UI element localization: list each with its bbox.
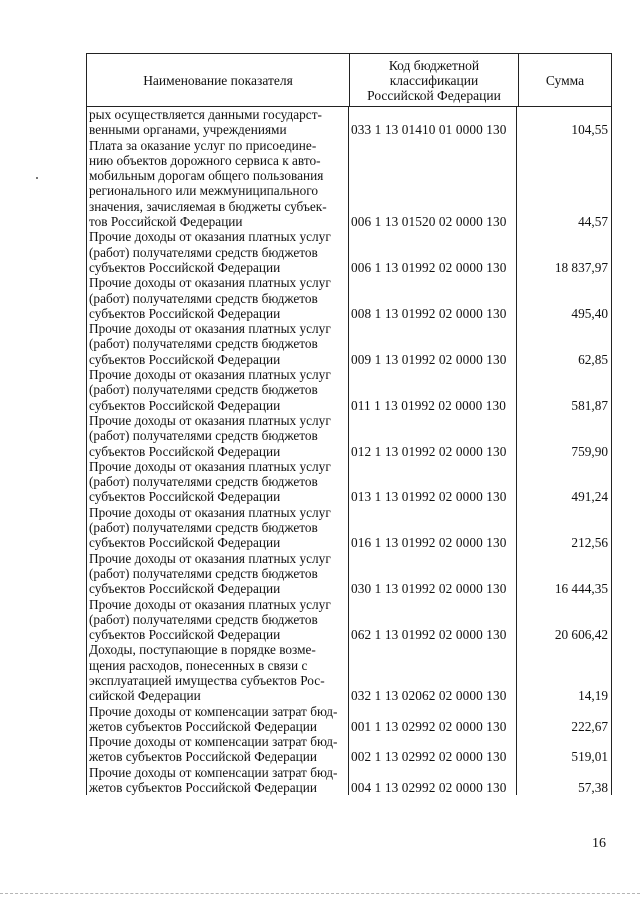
table-row	[87, 704, 611, 735]
table-row	[87, 321, 611, 367]
code-cell: 033 1 13 01410 01 0000 130	[349, 107, 517, 138]
sum-cell: 222,67	[571, 718, 608, 734]
indicator-name-cell: Прочие доходы от оказания платных услуг (работ) получателями средств бюджетов субъектов Российской Федерации	[87, 551, 349, 597]
header-sum: Сумма	[545, 72, 585, 88]
indicator-name-cell: Прочие доходы от оказания платных услуг (работ) получателями средств бюджетов субъектов Российской Федерации	[87, 459, 349, 505]
code-cell: 008 1 13 01992 02 0000 130	[349, 275, 517, 321]
indicator-name-cell: Плата за оказание услуг по присоедине- нию объектов дорожного сервиса к авто- мобильным дорогам общего пользования регионального или межмуниципального значения, зачисляемая в бюджеты субъек- тов Российской Федерации	[87, 138, 349, 230]
sum-cell: 495,40	[571, 305, 608, 321]
header-classification-code: Код бюджетной классификации Российской Федерации	[350, 54, 519, 106]
code-cell: 002 1 13 02992 02 0000 130	[349, 734, 517, 765]
table-row	[87, 367, 611, 413]
table-row	[87, 551, 611, 597]
sum-cell: 759,90	[571, 443, 608, 459]
table-row	[87, 138, 611, 230]
table-row	[87, 597, 611, 643]
indicator-name-cell: Прочие доходы от компенсации затрат бюд- жетов субъектов Российской Федерации	[87, 704, 349, 735]
sum-cell: 16 444,35	[554, 581, 608, 597]
code-cell: 011 1 13 01992 02 0000 130	[349, 367, 517, 413]
table-row	[87, 734, 611, 765]
indicator-name-cell: Прочие доходы от оказания платных услуг (работ) получателями средств бюджетов субъектов Российской Федерации	[87, 275, 349, 321]
sum-cell: 581,87	[571, 397, 608, 413]
scan-edge-line	[0, 893, 640, 894]
sum-cell: 57,38	[578, 780, 608, 796]
sum-cell: 44,57	[578, 214, 608, 230]
sum-cell: 104,55	[571, 122, 608, 138]
code-cell: 001 1 13 02992 02 0000 130	[349, 704, 517, 735]
indicator-name-cell: Прочие доходы от оказания платных услуг (работ) получателями средств бюджетов субъектов Российской Федерации	[87, 505, 349, 551]
indicator-name-cell: Прочие доходы от оказания платных услуг (работ) получателями средств бюджетов субъектов Российской Федерации	[87, 597, 349, 643]
table-row	[87, 505, 611, 551]
table-header	[87, 54, 611, 107]
indicator-name-cell: Прочие доходы от компенсации затрат бюд- жетов субъектов Российской Федерации	[87, 734, 349, 765]
page-number: 16	[592, 836, 606, 851]
sum-cell: 62,85	[578, 351, 608, 367]
indicator-name-cell: Прочие доходы от оказания платных услуг (работ) получателями средств бюджетов субъектов Российской Федерации	[87, 229, 349, 275]
table-row	[87, 459, 611, 505]
code-cell: 009 1 13 01992 02 0000 130	[349, 321, 517, 367]
indicator-name-cell: Прочие доходы от оказания платных услуг (работ) получателями средств бюджетов субъектов Российской Федерации	[87, 367, 349, 413]
indicator-name-cell: Прочие доходы от оказания платных услуг (работ) получателями средств бюджетов субъектов Российской Федерации	[87, 321, 349, 367]
code-cell: 016 1 13 01992 02 0000 130	[349, 505, 517, 551]
indicator-name-cell: Доходы, поступающие в порядке возме- щения расходов, понесенных в связи с эксплуатацией имущества субъектов Рос- сийской Федерации	[87, 642, 349, 703]
table-body	[87, 107, 611, 795]
sum-cell: 20 606,42	[554, 627, 608, 643]
indicator-name-cell: Прочие доходы от компенсации затрат бюд- жетов субъектов Российской Федерации	[87, 765, 349, 796]
code-cell: 062 1 13 01992 02 0000 130	[349, 597, 517, 643]
table-row	[87, 642, 611, 703]
sum-cell: 212,56	[571, 535, 608, 551]
table-row	[87, 413, 611, 459]
indicator-name-cell: рых осуществляется данными государст- венными органами, учреждениями	[87, 107, 349, 138]
header-indicator-name: Наименование показателя	[87, 54, 350, 106]
indicator-name-cell: Прочие доходы от оказания платных услуг (работ) получателями средств бюджетов субъектов Российской Федерации	[87, 413, 349, 459]
code-cell: 012 1 13 01992 02 0000 130	[349, 413, 517, 459]
code-cell: 006 1 13 01992 02 0000 130	[349, 229, 517, 275]
table-row	[87, 229, 611, 275]
budget-income-table	[86, 53, 612, 795]
table-row	[87, 765, 611, 796]
code-cell: 013 1 13 01992 02 0000 130	[349, 459, 517, 505]
sum-cell: 491,24	[571, 489, 608, 505]
sum-cell: 18 837,97	[554, 259, 608, 275]
sum-cell: 519,01	[571, 749, 608, 765]
code-cell: 030 1 13 01992 02 0000 130	[349, 551, 517, 597]
table-row	[87, 107, 611, 138]
scan-speck	[36, 177, 38, 179]
sum-cell: 14,19	[578, 688, 608, 704]
code-cell: 032 1 13 02062 02 0000 130	[349, 642, 517, 703]
code-cell: 006 1 13 01520 02 0000 130	[349, 138, 517, 230]
code-cell: 004 1 13 02992 02 0000 130	[349, 765, 517, 796]
table-row	[87, 275, 611, 321]
